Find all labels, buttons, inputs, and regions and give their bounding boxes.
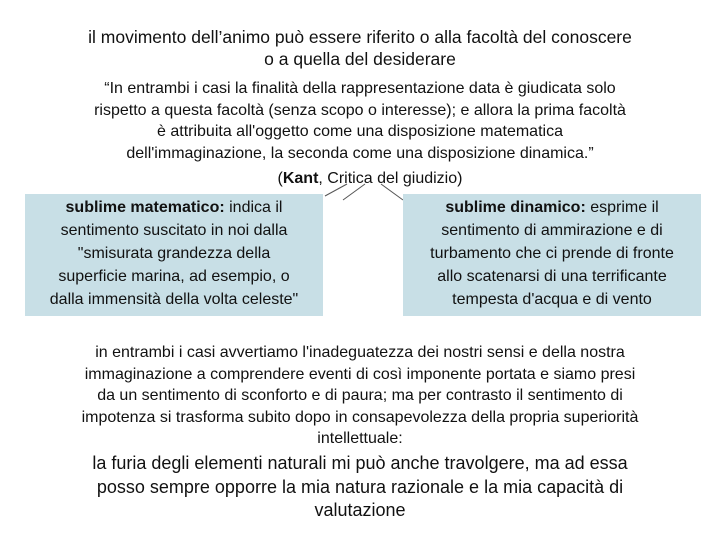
box-line: tempesta d'acqua e di vento — [452, 291, 652, 308]
sublime-dinamico-box — [403, 194, 701, 316]
kant-quote — [20, 78, 700, 164]
box-line: sentimento di ammirazione e di — [441, 222, 663, 239]
citation-work: , Critica del giudizio) — [318, 170, 463, 187]
quote-line: è attribuita all'oggetto come una disposizione matematica — [157, 123, 563, 140]
conclusion-line: impotenza si trasforma subito dopo in consapevolezza della propria superiorità — [81, 408, 639, 426]
box-line: dalla immensità della volta celeste" — [49, 291, 299, 308]
citation-author: Kant — [282, 170, 319, 187]
quote-line: rispetto a questa facoltà (senza scopo o interesse); e allora la prima facoltà — [94, 101, 626, 119]
final-statement — [0, 452, 720, 523]
sublime-matematico-box — [25, 194, 323, 316]
conclusion-line: immaginazione a comprendere eventi di così imponente portata e siamo presi — [84, 365, 636, 383]
citation-open: ( — [277, 170, 283, 187]
final-line: valutazione — [314, 500, 406, 520]
final-line: la furia degli elementi naturali mi può anche travolgere, ma ad essa — [92, 453, 628, 473]
box-line: superficie marina, ad esempio, o — [58, 268, 290, 285]
quote-line: dell'immaginazione, la seconda come una disposizione dinamica.” — [126, 144, 594, 162]
final-line: posso sempre opporre la mia natura razionale e la mia capacità di — [96, 476, 624, 497]
box-line — [403, 196, 701, 219]
box-line: allo scatenarsi di una terrificante — [437, 268, 667, 285]
conclusion-line: intellettuale: — [317, 430, 403, 447]
heading — [0, 26, 720, 70]
box-line-rest: esprime il — [585, 199, 659, 216]
box-line-rest: indica il — [224, 199, 283, 216]
box-line: "smisurata grandezza della — [77, 245, 271, 262]
heading-line: o a quella del desiderare — [264, 49, 456, 69]
conclusion-line: in entrambi i casi avvertiamo l'inadeguatezza dei nostri sensi e della nostra — [95, 344, 625, 361]
box-line — [25, 196, 323, 219]
conclusion-paragraph — [0, 342, 720, 450]
box-line: turbamento che ci prende di fronte — [430, 245, 674, 262]
box-term: sublime dinamico: — [445, 199, 586, 216]
heading-line: il movimento dell’animo può essere riferito o alla facoltà del conoscere — [88, 27, 632, 47]
citation — [0, 169, 720, 189]
box-line: sentimento suscitato in noi dalla — [60, 222, 288, 239]
box-term: sublime matematico: — [65, 199, 225, 216]
quote-line: “In entrambi i casi la finalità della rappresentazione data è giudicata solo — [104, 80, 616, 97]
conclusion-line: da un sentimento di sconforto e di paura; ma per contrasto il sentimento di — [97, 387, 623, 404]
